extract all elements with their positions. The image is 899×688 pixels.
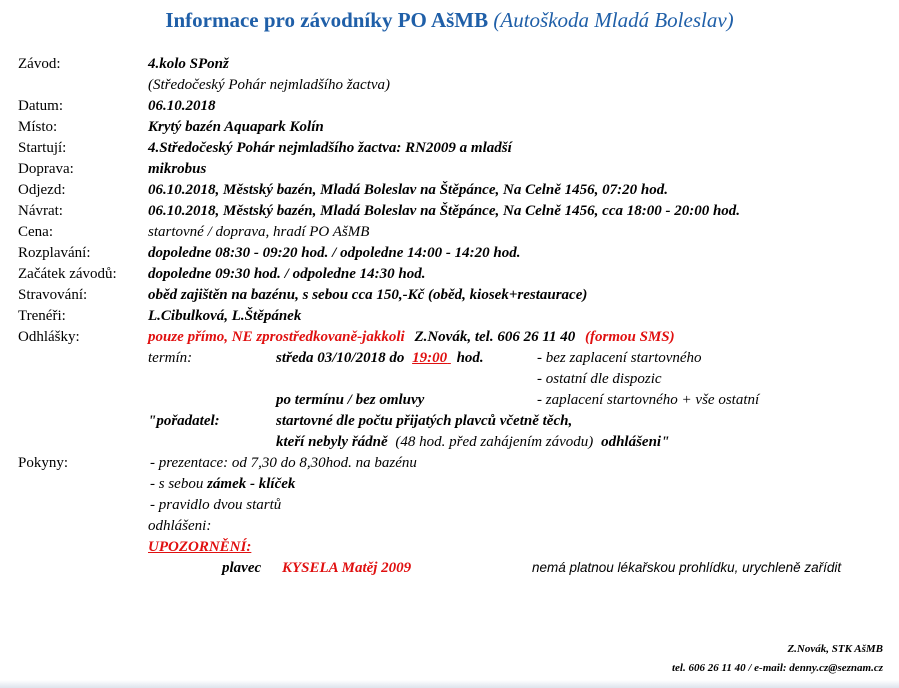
termin-date: [276, 349, 484, 367]
field-label: Trenéři:: [18, 308, 66, 324]
page-title: [0, 8, 899, 33]
poradatel-line-2a: kteří nebyly řádně: [276, 434, 388, 450]
plavec-label: plavec: [222, 560, 262, 576]
field-label: Datum:: [18, 98, 63, 114]
termin-hod: hod.: [456, 350, 484, 366]
poradatel-line-1: startovné dle počtu přijatých plavců včetně těch,: [276, 413, 573, 429]
field-value: 06.10.2018, Městský bazén, Mladá Boleslav na Štěpánce, Na Celně 1456, 07:20 hod.: [148, 182, 668, 198]
odhlasky-value: [148, 328, 675, 346]
termin-note-3: - zaplacení startovného + vše ostatní: [537, 392, 760, 408]
field-value: dopoledne 08:30 - 09:20 hod. / odpoledne 14:00 - 14:20 hod.: [148, 245, 521, 261]
odhlasky-contact: Z.Novák, tel. 606 26 11 40: [414, 329, 576, 345]
pokyny-line-1: - prezentace: od 7,30 do 8,30hod. na bazénu: [150, 455, 417, 471]
field-value: Krytý bazén Aquapark Kolín: [148, 119, 324, 135]
termin-time: 19:00: [412, 350, 448, 366]
field-label: Stravování:: [18, 287, 88, 303]
field-label: Návrat:: [18, 203, 63, 219]
field-value: 06.10.2018, Městský bazén, Mladá Boleslav na Štěpánce, Na Celně 1456, cca 18:00 - 20:00 hod.: [148, 203, 741, 219]
title-main: Informace pro závodníky PO AšMB: [165, 8, 489, 32]
field-value: oběd zajištěn na bazénu, s sebou cca 150,-Kč (oběd, kiosek+restaurace): [148, 287, 588, 303]
plavec-note: nemá platnou lékařskou prohlídku, urychleně zařídit: [532, 560, 842, 575]
field-label: Odjezd:: [18, 182, 66, 198]
field-label: Doprava:: [18, 161, 74, 177]
odhlasky-sms: (formou SMS): [585, 329, 675, 345]
field-label: Začátek závodů:: [18, 266, 117, 282]
termin-note-2: - ostatní dle dispozic: [537, 371, 662, 387]
pokyny-line-2: [150, 475, 295, 493]
field-value: mikrobus: [148, 161, 207, 177]
poradatel-label: "pořadatel:: [148, 413, 220, 429]
field-value: 06.10.2018: [148, 98, 216, 114]
title-subtitle: (Autoškoda Mladá Boleslav): [493, 8, 734, 32]
termin-note-1: - bez zaplacení startovného: [537, 350, 702, 366]
pokyny-line-2b: zámek - klíček: [207, 476, 296, 492]
field-label: Pokyny:: [18, 455, 69, 471]
poradatel-line-2b: (48 hod. před zahájením závodu): [395, 434, 594, 450]
field-label: Odhlášky:: [18, 329, 80, 345]
field-value: 4.kolo SPonž: [148, 56, 229, 72]
field-label: Startují:: [18, 140, 67, 156]
field-value: L.Cibulková, L.Štěpánek: [148, 308, 302, 324]
field-label: Rozplavání:: [18, 245, 91, 261]
field-label: Závod:: [18, 56, 61, 72]
warning-label: UPOZORNĚNÍ:: [148, 539, 252, 555]
field-value: startovné / doprava, hradí PO AšMB: [148, 224, 370, 240]
poradatel-line-2: [276, 433, 669, 451]
pokyny-line-3: - pravidlo dvou startů: [150, 497, 282, 513]
odhlasky-restriction: pouze přímo, NE zprostředkovaně-jakkoli: [148, 329, 405, 345]
termin-date-text: středa 03/10/2018 do: [276, 350, 405, 366]
poradatel-line-2c: odhlášeni": [601, 434, 670, 450]
field-label: Místo:: [18, 119, 58, 135]
footer-contact: tel. 606 26 11 40 / e-mail: denny.cz@seznam.cz: [671, 662, 883, 674]
field-value: dopoledne 09:30 hod. / odpoledne 14:30 hod.: [148, 266, 426, 282]
field-value: 4.Středočeský Pohár nejmladšího žactva: RN2009 a mladší: [148, 140, 512, 156]
po-terminu: po termínu / bez omluvy: [276, 392, 425, 408]
pokyny-line-4: odhlášeni:: [148, 518, 212, 534]
field-value: (Středočeský Pohár nejmladšího žactva): [148, 77, 391, 93]
pokyny-line-2a: - s sebou: [150, 476, 204, 492]
termin-label: termín:: [148, 350, 193, 366]
footer-signature: Z.Novák, STK AšMB: [787, 643, 883, 655]
field-label: Cena:: [18, 224, 53, 240]
plavec-name: KYSELA Matěj 2009: [282, 560, 412, 576]
page-bottom-shadow: [0, 680, 899, 688]
